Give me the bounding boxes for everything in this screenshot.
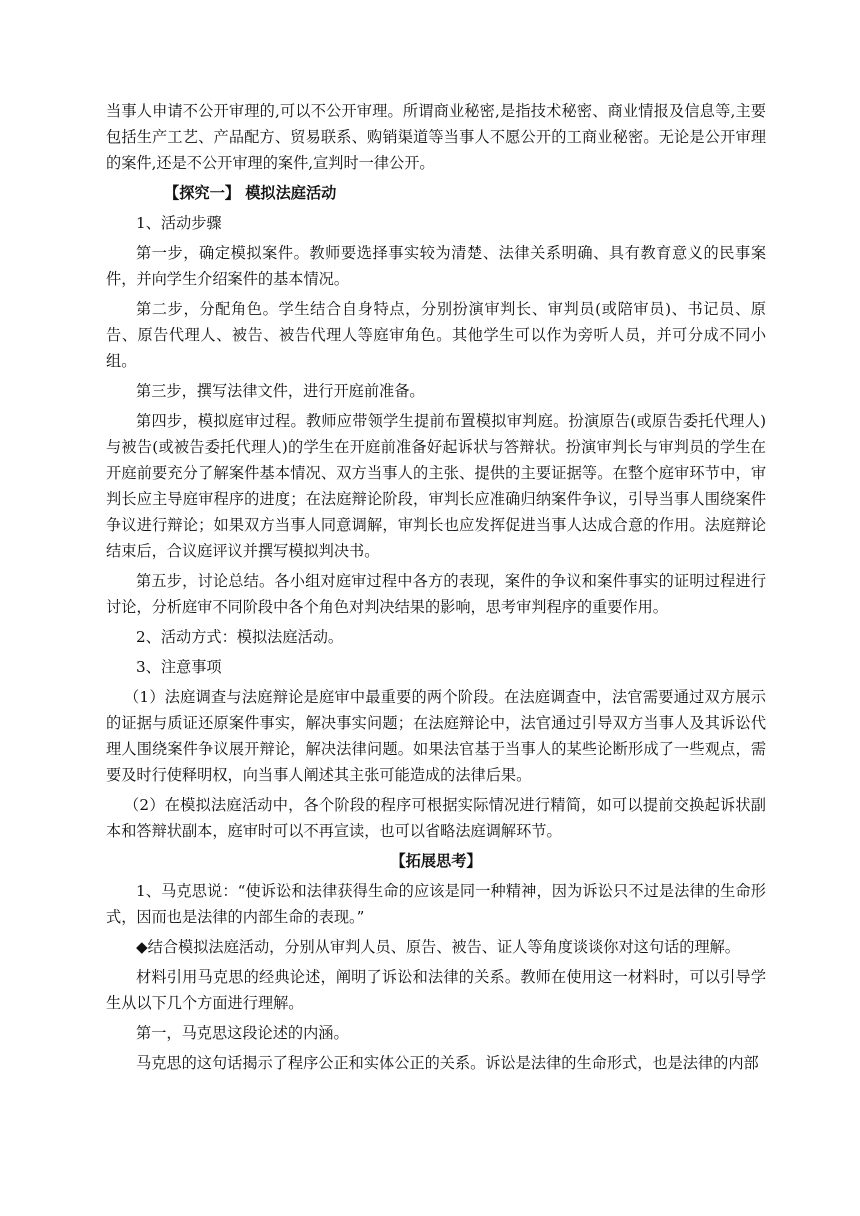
paragraph-step-3: 第三步，撰写法律文件，进行开庭前准备。 — [136, 382, 425, 400]
paragraph-note-1: （1）法庭调查与法庭辩论是庭审中最重要的两个阶段。在法庭调查中，法官需要通过双方展示的证据与质证还原案件事实，解决事实问题；在法庭辩论中，法官通过引导双方当事人及其诉讼代理人围绕案件争议展开辩论，解决法律问题。如果法官基于当事人的某些论断形成了一些观点，需要及时行使释明权，向当事人阐述其主张可能造成的法律后果。 — [106, 688, 766, 784]
paragraph-note-2: （2）在模拟法庭活动中，各个阶段的程序可根据实际情况进行精简，如可以提前交换起诉状副本和答辩状副本，庭审时可以不再宣读，也可以省略法庭调解环节。 — [106, 796, 766, 840]
section-heading-explore-one: 【探究一】 模拟法庭活动 — [164, 184, 337, 202]
paragraph-step-4: 第四步，模拟庭审过程。教师应带领学生提前布置模拟审判庭。扮演原告(或原告委托代理人)与被告(或被告委托代理人)的学生在开庭前准备好起诉状与答辩状。扮演审判长与审判员的学生在开庭前要充分了解案件基本情况、双方当事人的主张、提供的主要证据等。在整个庭审环节中，审判长应主导庭审程序的进度；在法庭辩论阶段，审判长应准确归纳案件争议，引导当事人围绕案件争议进行辩论；如果双方当事人同意调解，审判长也应发挥促进当事人达成合意的作用。法庭辩论结束后，合议庭评议并撰写模拟判决书。 — [106, 412, 766, 560]
paragraph-step-2: 第二步，分配角色。学生结合自身特点，分别扮演审判长、审判员(或陪审员)、书记员、原告、原告代理人、被告、被告代理人等庭审角色。其他学生可以作为旁听人员，并可分成不同小组。 — [106, 300, 766, 370]
paragraph-question-1: 1、马克思说：“使诉讼和法律获得生命的应该是同一种精神，因为诉讼只不过是法律的生命形式，因而也是法律的内部生命的表现。” — [106, 882, 766, 926]
paragraph-step-1: 第一步，确定模拟案件。教师要选择事实较为清楚、法律关系明确、具有教育意义的民事案件，并向学生介绍案件的基本情况。 — [106, 244, 766, 288]
paragraph-step-5: 第五步，讨论总结。各小组对庭审过程中各方的表现，案件的争议和案件事实的证明过程进行讨论，分析庭审不同阶段中各个角色对判决结果的影响，思考审判程序的重要作用。 — [106, 572, 766, 616]
paragraph-question-prompt: ◆结合模拟法庭活动，分别从审判人员、原告、被告、证人等角度谈谈你对这句话的理解。 — [136, 938, 740, 956]
paragraph-point-one: 第一，马克思这段论述的内涵。 — [136, 1024, 349, 1042]
section-heading-extended-thinking: 【拓展思考】 — [390, 852, 482, 870]
subheading-activity-method: 2、活动方式：模拟法庭活动。 — [136, 628, 344, 646]
paragraph-material-explanation: 材料引用马克思的经典论述，阐明了诉讼和法律的关系。教师在使用这一材料时，可以引导学生从以下几个方面进行理解。 — [106, 968, 766, 1012]
subheading-notes: 3、注意事项 — [136, 658, 222, 676]
subheading-activity-steps: 1、活动步骤 — [136, 214, 222, 232]
document-body — [106, 98, 766, 1076]
paragraph-intro: 当事人申请不公开审理的,可以不公开审理。所谓商业秘密,是指技术秘密、商业情报及信息等,主要包括生产工艺、产品配方、贸易联系、购销渠道等当事人不愿公开的工商业秘密。无论是公开审理的案件,还是不公开审理的案件,宣判时一律公开。 — [106, 102, 766, 172]
paragraph-point-one-detail: 马克思的这句话揭示了程序公正和实体公正的关系。诉讼是法律的生命形式，也是法律的内部 — [136, 1054, 759, 1072]
